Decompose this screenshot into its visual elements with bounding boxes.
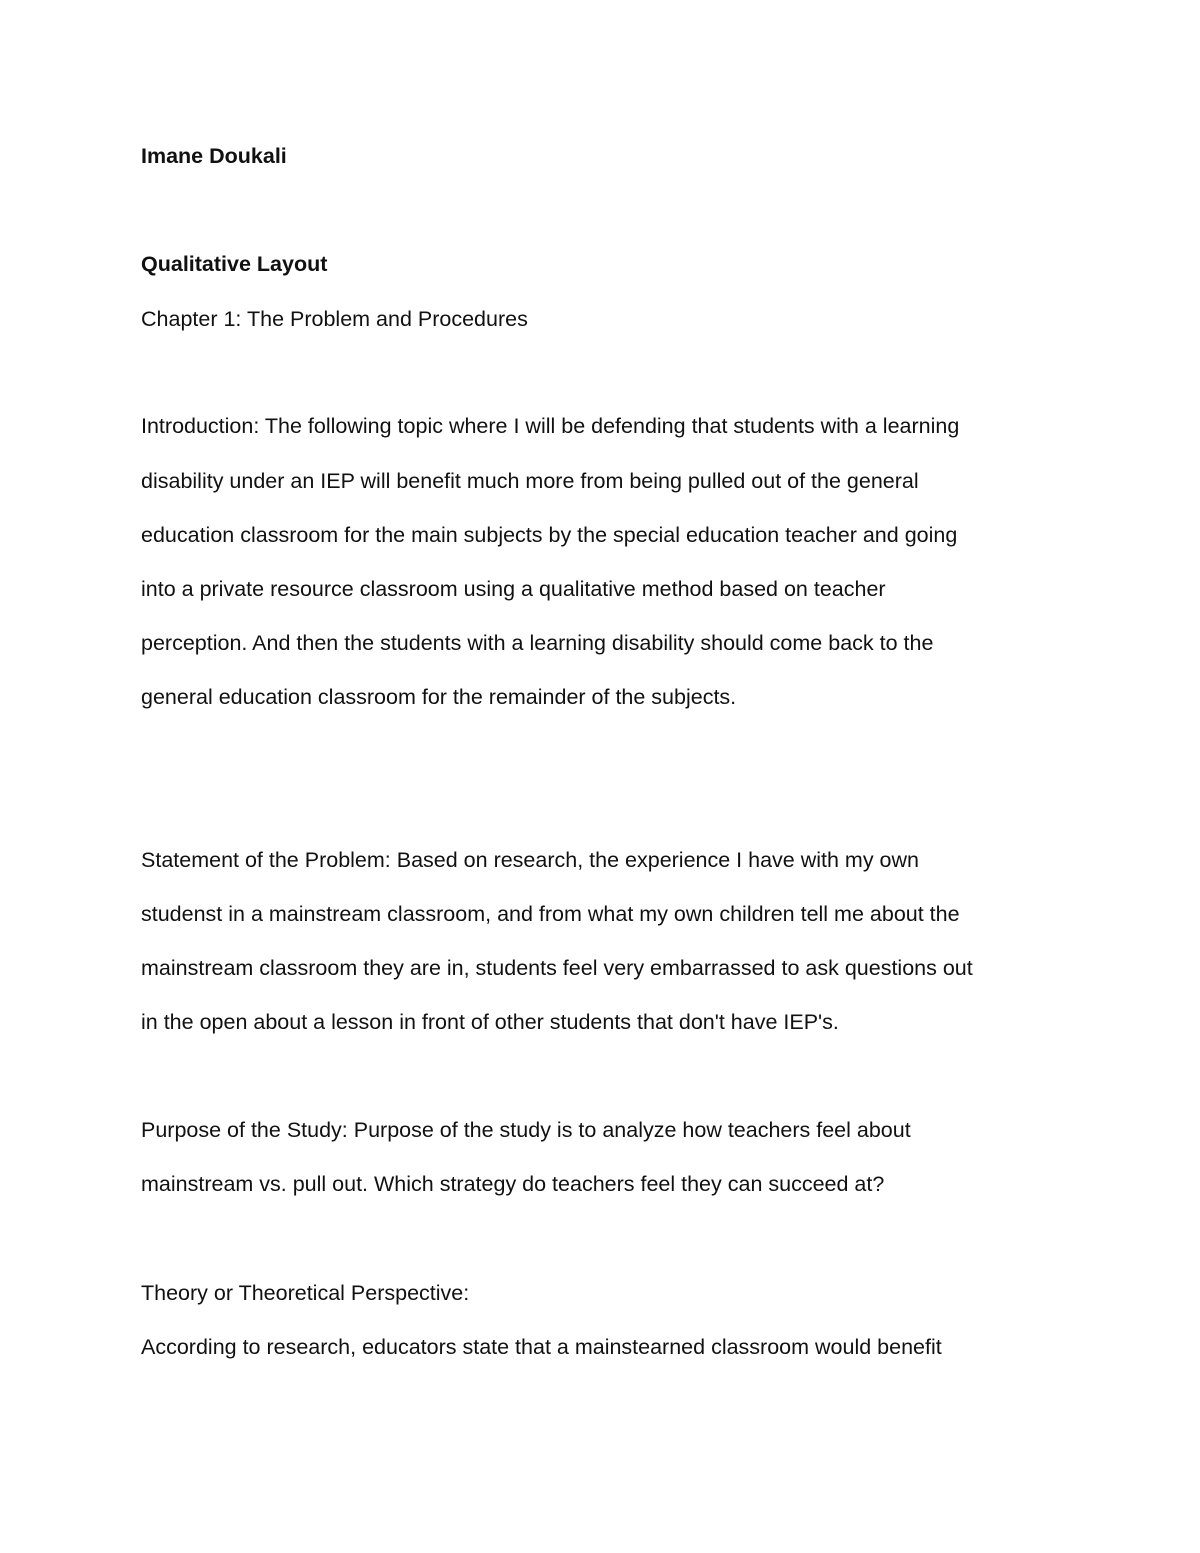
paragraph-line: Statement of the Problem: Based on research, the experience I have with my own [141, 848, 919, 872]
paragraph-line: perception. And then the students with a learning disability should come back to the [141, 631, 934, 655]
chapter-heading: Chapter 1: The Problem and Procedures [141, 307, 528, 331]
paragraph-line: mainstream vs. pull out. Which strategy do teachers feel they can succeed at? [141, 1172, 885, 1196]
theory-heading: Theory or Theoretical Perspective: [141, 1281, 470, 1305]
paragraph-line: education classroom for the main subjects by the special education teacher and going [141, 523, 958, 547]
paragraph-line: general education classroom for the remainder of the subjects. [141, 685, 737, 709]
paragraph-line: Introduction: The following topic where I will be defending that students with a learning [141, 414, 960, 438]
paragraph-line: Purpose of the Study: Purpose of the study is to analyze how teachers feel about [141, 1118, 911, 1142]
paragraph-line: mainstream classroom they are in, students feel very embarrassed to ask questions out [141, 956, 973, 980]
paragraph-line: in the open about a lesson in front of other students that don't have IEP's. [141, 1010, 839, 1034]
document-title: Qualitative Layout [141, 252, 328, 276]
paragraph-line: into a private resource classroom using a qualitative method based on teacher [141, 577, 886, 601]
paragraph-line: According to research, educators state that a mainstearned classroom would benefit [141, 1335, 942, 1359]
author-name: Imane Doukali [141, 144, 287, 168]
paragraph-line: studenst in a mainstream classroom, and from what my own children tell me about the [141, 902, 960, 926]
paragraph-line: disability under an IEP will benefit much more from being pulled out of the general [141, 469, 919, 493]
